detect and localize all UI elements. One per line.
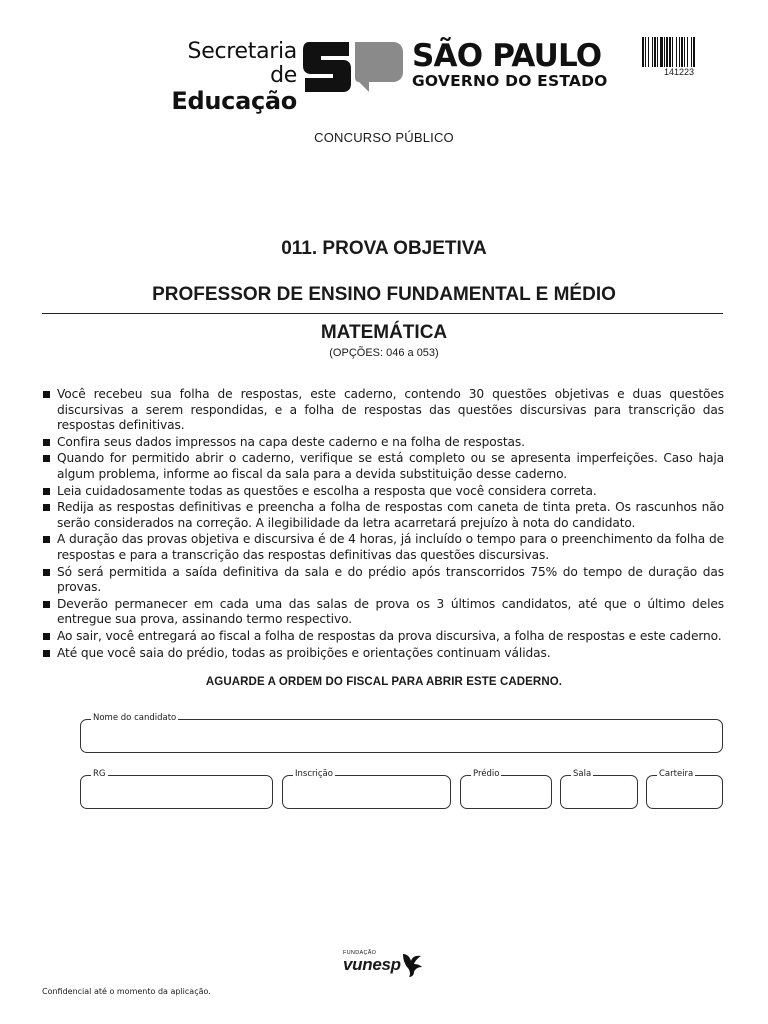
exam-position: PROFESSOR DE ENSINO FUNDAMENTAL E MÉDIO — [152, 284, 616, 305]
square-bullet-icon — [43, 439, 50, 446]
carteira-field[interactable] — [646, 769, 723, 809]
instruction-item: Confira seus dados impressos na capa deste caderno e na folha de respostas. — [42, 435, 724, 451]
square-bullet-icon — [43, 455, 50, 462]
instruction-item: Redija as respostas definitivas e preencha a folha de respostas com caneta de tinta preta. Os rascunhos não serão considerados na correção. A ilegibilidade da letra acarretará prejuízo à nota do candidato. — [42, 500, 724, 531]
instruction-item: Só será permitida a saída definitiva da sala e do prédio após transcorridos 75% do tempo de duração das provas. — [42, 565, 724, 596]
sala-field[interactable] — [560, 769, 638, 809]
exam-type: CONCURSO PÚBLICO — [314, 130, 454, 145]
candidate-name-field[interactable] — [80, 713, 723, 753]
sala-label: Sala — [573, 769, 592, 779]
exam-title: 011. PROVA OBJETIVA — [281, 238, 487, 259]
predio-field[interactable] — [460, 769, 552, 809]
square-bullet-icon — [43, 569, 50, 576]
sp-logo-icon — [303, 42, 403, 92]
state-logo-text — [412, 40, 608, 90]
vunesp-bird-icon — [399, 952, 425, 978]
vunesp-wordmark: vunesp — [343, 955, 401, 974]
state-line2: GOVERNO DO ESTADO — [412, 72, 608, 90]
instructions-list — [42, 387, 724, 662]
secretaria-logo-text — [165, 40, 297, 114]
rg-label: RG — [93, 769, 106, 779]
instruction-item: Até que você saia do prédio, todas as proibições e orientações continuam válidas. — [42, 646, 724, 662]
candidate-name-label: Nome do candidato — [93, 713, 177, 723]
square-bullet-icon — [43, 391, 50, 398]
confidential-note: Confidencial até o momento da aplicação. — [42, 987, 211, 996]
carteira-label: Carteira — [659, 769, 694, 779]
square-bullet-icon — [43, 633, 50, 640]
state-line1: SÃO PAULO — [412, 38, 602, 74]
fundacao-label: FUNDAÇÃO — [343, 950, 377, 956]
instruction-item: Ao sair, você entregará ao fiscal a folha de respostas da prova discursiva, a folha de respostas e este caderno. — [42, 629, 724, 645]
exam-subject: MATEMÁTICA — [320, 322, 448, 343]
exam-options: (OPÇÕES: 046 a 053) — [329, 347, 439, 359]
secretaria-line2: Educação — [171, 87, 297, 115]
square-bullet-icon — [43, 601, 50, 608]
barcode-number: 141223 — [663, 67, 695, 77]
square-bullet-icon — [43, 536, 50, 543]
instruction-item: Deverão permanecer em cada uma das salas de prova os 3 últimos candidatos, até que o último deles entregue sua prova, assinando termo respectivo. — [42, 597, 724, 628]
divider — [42, 313, 723, 314]
vunesp-logo — [343, 950, 401, 974]
barcode — [642, 37, 716, 67]
instruction-item: Leia cuidadosamente todas as questões e escolha a resposta que você considera correta. — [42, 484, 724, 500]
inscricao-field[interactable] — [282, 769, 451, 809]
square-bullet-icon — [43, 650, 50, 657]
predio-label: Prédio — [473, 769, 500, 779]
square-bullet-icon — [43, 488, 50, 495]
instruction-item: Você recebeu sua folha de respostas, este caderno, contendo 30 questões objetivas e duas questões discursivas a serem respondidas, e a folha de respostas das questões discursivas para transcrição das respostas definitivas. — [42, 387, 724, 434]
instruction-item: A duração das provas objetiva e discursiva é de 4 horas, já incluído o tempo para o preenchimento da folha de respostas e para a transcrição das respostas definitivas das questões discursivas. — [42, 532, 724, 563]
inscricao-label: Inscrição — [295, 769, 333, 779]
square-bullet-icon — [43, 504, 50, 511]
wait-notice: AGUARDE A ORDEM DO FISCAL PARA ABRIR ESTE CADERNO. — [205, 676, 563, 688]
rg-field[interactable] — [80, 769, 273, 809]
instruction-item: Quando for permitido abrir o caderno, verifique se está completo ou se apresenta imperfeições. Caso haja algum problema, informe ao fiscal da sala para a devida substituição desse caderno. — [42, 451, 724, 482]
secretaria-line1: Secretaria de — [187, 39, 297, 88]
